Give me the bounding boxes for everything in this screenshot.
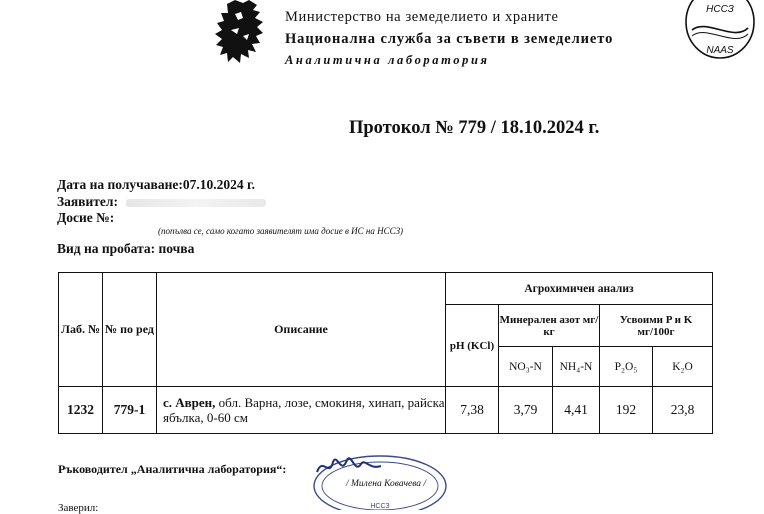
received-value: 07.10.2024 г. (182, 177, 255, 192)
cell-description-place: с. Аврен, (163, 395, 216, 410)
analysis-table (58, 272, 713, 434)
sample-line (57, 241, 194, 257)
approved-label: Заверил: (58, 502, 99, 514)
seal-text-bottom: NAAS (706, 45, 734, 56)
header-no3: NO₃-N (499, 347, 553, 387)
dossier-label: Досие №: (57, 210, 115, 225)
seal-text-top: НССЗ (706, 4, 734, 15)
applicant-line (57, 194, 266, 210)
cell-ph: 7,38 (446, 387, 499, 434)
redacted-applicant (126, 199, 266, 207)
cell-p2o5: 192 (600, 387, 653, 434)
received-line (57, 177, 255, 193)
cell-no3: 3,79 (499, 387, 553, 434)
dossier-note: (попълва се, само когато заявителят има досие в ИС на НССЗ) (158, 226, 404, 236)
sample-value: почва (158, 241, 195, 256)
table-row (59, 387, 713, 434)
dossier-line (57, 210, 114, 226)
naas-seal-logo (684, 0, 756, 60)
laboratory-name: Аналитична лаборатория (285, 53, 490, 67)
header-k2o: K₂O (653, 347, 713, 387)
cell-k2o: 23,8 (653, 387, 713, 434)
service-name: Национална служба за съвети в земеделието (285, 31, 614, 47)
header-row-no: № по ред (103, 273, 157, 387)
received-label: Дата на получаване: (57, 177, 183, 192)
header-nh4: NH₄-N (553, 347, 600, 387)
header-absorbable-pk: Усвоими P и K мг/100г (600, 305, 713, 347)
ministry-name: Министерство на земеделието и храните (285, 9, 559, 25)
lion-logo (213, 0, 271, 64)
cell-no: 779-1 (103, 387, 157, 434)
applicant-label: Заявител: (57, 194, 118, 209)
stamp-text: НССЗ (370, 503, 390, 510)
header-description: Описание (157, 273, 446, 387)
header-mineral-nitrogen: Минерален азот мг/кг (499, 305, 600, 347)
header-lab-no: Лаб. № (59, 273, 103, 387)
header-p2o5: P₂O₅ (600, 347, 653, 387)
signer-name: / Милена Ковачева / (346, 479, 427, 489)
sample-label: Вид на пробата: (57, 241, 156, 256)
protocol-title: Протокол № 779 / 18.10.2024 г. (349, 118, 600, 138)
cell-nh4: 4,41 (553, 387, 600, 434)
header-agrochemical: Агрохимичен анализ (446, 273, 713, 305)
cell-description (157, 387, 446, 434)
header-ph: pH (KCl) (446, 305, 499, 387)
cell-description-rest: обл. Варна, лозе, смокиня, хинап, райска ябълка, 0-60 см (163, 395, 445, 425)
lab-head-label: Ръководител „Аналитична лаборатория“: (58, 462, 287, 476)
cell-lab: 1232 (59, 387, 103, 434)
